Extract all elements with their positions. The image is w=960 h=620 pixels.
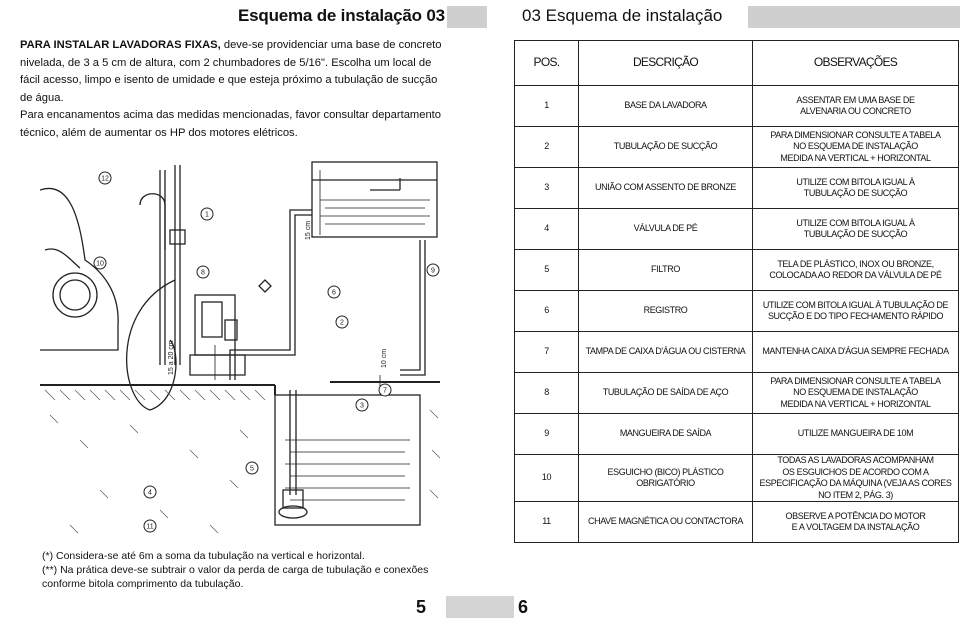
installation-diagram (40, 150, 455, 545)
cell-observation: TELA DE PLÁSTICO, INOX OU BRONZE, COLOCADA AO REDOR DA VÁLVULA DE PÉ (753, 250, 959, 291)
dim-label-10cm: 10 cm (381, 348, 388, 368)
callout-3 (356, 399, 368, 411)
svg-text:7: 7 (383, 387, 387, 395)
cell-pos: 6 (515, 291, 579, 332)
page-number-right: 6 (518, 597, 529, 617)
dim-label-15cm: 15 cm (305, 220, 312, 240)
callout-4 (144, 486, 156, 498)
intro-paragraph (20, 37, 450, 142)
footnote-2: (**) Na prática deve-se subtrair o valor da perda de carga de tubulação e conexões conforme bitola comprimento da tubulação. (42, 564, 429, 590)
cell-observation: PARA DIMENSIONAR CONSULTE A TABELA NO ESQUEMA DE INSTALAÇÃO MEDIDA NA VERTICAL + HORIZONTAL (753, 127, 959, 168)
cistern (275, 395, 420, 525)
specification-table (514, 40, 958, 546)
cell-observation: UTILIZE MANGUEIRA DE 10M (753, 414, 959, 455)
cell-pos: 1 (515, 86, 579, 127)
cell-pos: 2 (515, 127, 579, 168)
cell-description: TUBULAÇÃO DE SAÍDA DE AÇO (579, 373, 753, 414)
svg-text:4: 4 (148, 489, 152, 497)
cell-description: BASE DA LAVADORA (579, 86, 753, 127)
svg-text:12: 12 (101, 175, 109, 183)
cell-observation: TODAS AS LAVADORAS ACOMPANHAM OS ESGUICHOS DE ACORDO COM A ESPECIFICAÇÃO DA MÁQUINA (VEJA AS CORES NO ITEM 2, PÁG. 3) (753, 455, 959, 502)
header-descricao: DESCRIÇÃO (579, 41, 753, 86)
callout-6 (328, 286, 340, 298)
page-number-bar (446, 596, 514, 618)
table-row (515, 209, 959, 250)
cell-pos: 9 (515, 414, 579, 455)
table-row (515, 127, 959, 168)
right-page-title: 03 Esquema de instalação (522, 6, 723, 25)
callout-2 (336, 316, 348, 328)
callout-7 (379, 384, 391, 396)
svg-text:6: 6 (332, 289, 336, 297)
cell-description: REGISTRO (579, 291, 753, 332)
intro-para-1 (20, 37, 450, 107)
svg-text:10: 10 (96, 260, 104, 268)
left-page-title: Esquema de instalação 03 (238, 6, 445, 25)
table-row (515, 332, 959, 373)
cell-description: TAMPA DE CAIXA D'ÁGUA OU CISTERNA (579, 332, 753, 373)
table-row (515, 291, 959, 332)
cell-pos: 11 (515, 502, 579, 543)
callout-10 (94, 257, 106, 269)
cell-pos: 8 (515, 373, 579, 414)
svg-text:5: 5 (250, 465, 254, 473)
cell-observation: MANTENHA CAIXA D'ÁGUA SEMPRE FECHADA (753, 332, 959, 373)
cell-observation: UTILIZE COM BITOLA IGUAL À TUBULAÇÃO DE SUCÇÃO E DO TIPO FECHAMENTO RÁPIDO (753, 291, 959, 332)
cell-pos: 4 (515, 209, 579, 250)
cell-observation: UTILIZE COM BITOLA IGUAL À TUBULAÇÃO DE SUCÇÃO (753, 168, 959, 209)
svg-text:11: 11 (146, 523, 154, 531)
cell-description: TUBULAÇÃO DE SUCÇÃO (579, 127, 753, 168)
callout-8 (197, 266, 209, 278)
cell-observation: ASSENTAR EM UMA BASE DE ALVENARIA OU CONCRETO (753, 86, 959, 127)
page-number-left: 5 (416, 597, 427, 617)
svg-text:1: 1 (205, 211, 209, 219)
callout-1 (201, 208, 213, 220)
cell-description: MANGUEIRA DE SAÍDA (579, 414, 753, 455)
intro-text-1: deve-se providenciar uma base de concreto nivelada, de 3 a 5 cm de altura, com 2 chumbadores de 5/16". Escolha um local de fácil acesso, limpo e isento de umidade e que esteja próximo a tubulação de sucção de água. (20, 39, 442, 104)
cell-pos: 7 (515, 332, 579, 373)
table-row (515, 502, 959, 543)
table-row (515, 250, 959, 291)
header-observacoes: OBSERVAÇÕES (753, 41, 959, 86)
cell-pos: 3 (515, 168, 579, 209)
cell-description: UNIÃO COM ASSENTO DE BRONZE (579, 168, 753, 209)
cell-observation: OBSERVE A POTÊNCIA DO MOTOR E A VOLTAGEM DA INSTALAÇÃO (753, 502, 959, 543)
cell-description: FILTRO (579, 250, 753, 291)
table-row (515, 373, 959, 414)
cell-description: VÁLVULA DE PÉ (579, 209, 753, 250)
table-row (515, 455, 959, 502)
table-header-row (515, 41, 959, 86)
car-silhouette (40, 188, 118, 350)
footnotes (42, 549, 462, 591)
title-accent-bar-right (748, 6, 960, 28)
cell-observation: UTILIZE COM BITOLA IGUAL À TUBULAÇÃO DE SUCÇÃO (753, 209, 959, 250)
table-row (515, 168, 959, 209)
callout-9 (427, 264, 439, 276)
svg-text:9: 9 (431, 267, 435, 275)
svg-text:3: 3 (360, 402, 364, 410)
svg-text:8: 8 (201, 269, 205, 277)
dim-label-15-20cm: 15 a 20 cm (168, 340, 175, 375)
header-pos: POS. (515, 41, 579, 86)
table-row (515, 86, 959, 127)
cell-observation: PARA DIMENSIONAR CONSULTE A TABELA NO ESQUEMA DE INSTALAÇÃO MEDIDA NA VERTICAL + HORIZONTAL (753, 373, 959, 414)
cell-pos: 10 (515, 455, 579, 502)
callout-5 (246, 462, 258, 474)
upper-tank (312, 162, 437, 237)
intro-bold-lead: PARA INSTALAR LAVADORAS FIXAS, (20, 39, 221, 51)
cell-description: ESGUICHO (BICO) PLÁSTICO OBRIGATÓRIO (579, 455, 753, 502)
intro-text-2: Para encanamentos acima das medidas mencionadas, favor consultar departamento técnico, além de aumentar os HP dos motores elétricos. (20, 109, 442, 139)
callout-12 (99, 172, 111, 184)
cell-description: CHAVE MAGNÉTICA OU CONTACTORA (579, 502, 753, 543)
svg-text:2: 2 (340, 319, 344, 327)
footnote-1: (*) Considera-se até 6m a soma da tubulação na vertical e horizontal. (42, 550, 365, 562)
title-accent-bar (447, 6, 487, 28)
cell-pos: 5 (515, 250, 579, 291)
table-row (515, 414, 959, 455)
callout-11 (144, 520, 156, 532)
